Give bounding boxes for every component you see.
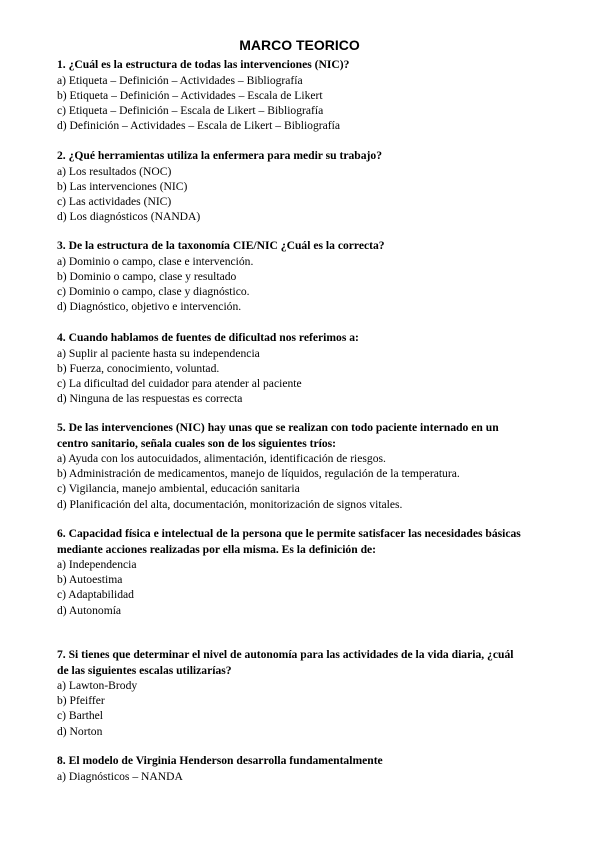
option-c: c) Etiqueta – Definición – Escala de Likert – Bibliografía [57,103,324,117]
question-text: 4. Cuando hablamos de fuentes de dificultad nos referimos a: [57,331,359,344]
option-d: d) Definición – Actividades – Escala de Likert – Bibliografía [57,119,340,133]
option-a: a) Suplir al paciente hasta su independencia [57,346,260,360]
option-b: b) Fuerza, conocimiento, voluntad. [57,361,220,375]
option-d: d) Autonomía [57,603,122,617]
question-text: 1. ¿Cuál es la estructura de todas las intervenciones (NIC)? [57,58,350,71]
question-text: 6. Capacidad física e intelectual de la persona que le permite satisfacer las necesidades básicas mediante acciones realizadas por ella misma. Es la definición de: [57,527,521,556]
option-d: d) Diagnóstico, objetivo e intervención. [57,300,242,314]
question-text: 7. Si tienes que determinar el nivel de autonomía para las actividades de la vida diaria, ¿cuál de las siguientes escalas utilizarías? [57,648,514,677]
option-b: b) Autoestima [57,573,123,587]
question-text: 5. De las intervenciones (NIC) hay unas que se realizan con todo paciente internado en un centro sanitario, señala cuales son de los siguientes tríos: [57,421,499,450]
question-3 [57,238,527,314]
question-8 [57,753,527,784]
option-d: d) Planificación del alta, documentación, monitorización de signos vitales. [57,497,403,511]
question-4 [57,330,527,406]
option-b: b) Pfeiffer [57,694,105,708]
option-a: a) Independencia [57,558,137,571]
option-d: d) Norton [57,724,103,738]
option-c: c) Dominio o campo, clase y diagnóstico. [57,284,250,298]
page-title: MARCO TEORICO [239,37,360,53]
question-text: 3. De la estructura de la taxonomía CIE/NIC ¿Cuál es la correcta? [57,239,385,252]
question-1 [57,57,527,133]
option-a: a) Diagnósticos – NANDA [57,769,183,783]
option-a: a) Etiqueta – Definición – Actividades – Bibliografía [57,73,303,87]
option-b: b) Administración de medicamentos, manejo de líquidos, regulación de la temperatura. [57,467,460,481]
option-a: a) Los resultados (NOC) [57,164,172,178]
question-6 [57,526,527,618]
option-b: b) Etiqueta – Definición – Actividades – Escala de Likert [57,88,323,102]
option-d: d) Ninguna de las respuestas es correcta [57,392,243,406]
option-d: d) Los diagnósticos (NANDA) [57,210,201,224]
option-a: a) Dominio o campo, clase e intervención. [57,254,254,268]
option-c: c) Las actividades (NIC) [57,194,172,208]
option-c: c) La dificultad del cuidador para atender al paciente [57,376,302,390]
question-text: 2. ¿Qué herramientas utiliza la enfermera para medir su trabajo? [57,149,382,162]
option-c: c) Adaptabilidad [57,588,134,602]
question-7 [57,647,527,739]
option-b: b) Las intervenciones (NIC) [57,179,188,193]
option-a: a) Ayuda con los autocuidados, alimentación, identificación de riesgos. [57,452,386,465]
option-c: c) Barthel [57,709,104,723]
question-text: 8. El modelo de Virginia Henderson desarrolla fundamentalmente [57,754,383,767]
question-2 [57,148,527,224]
option-a: a) Lawton-Brody [57,679,138,692]
question-5 [57,420,527,512]
option-c: c) Vigilancia, manejo ambiental, educación sanitaria [57,482,300,496]
option-b: b) Dominio o campo, clase y resultado [57,269,237,283]
